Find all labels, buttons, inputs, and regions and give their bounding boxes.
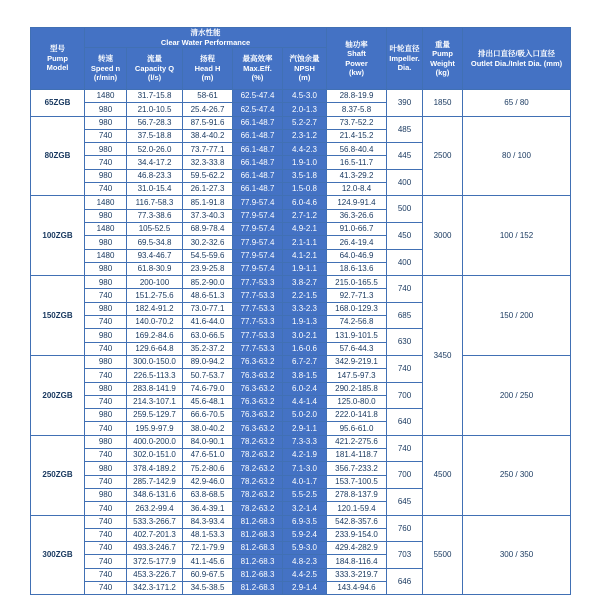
npsh-cell: 7.1-3.0: [283, 462, 327, 475]
max-eff-cell: 77.9-57.4: [233, 262, 283, 275]
outlet-inlet-cell: 100 / 152: [463, 196, 571, 276]
shaft-power-cell: 18.6-13.6: [327, 262, 387, 275]
speed-cell: 740: [85, 289, 127, 302]
head-cell: 38.4-40.2: [183, 129, 233, 142]
max-eff-cell: 77.7-53.3: [233, 302, 283, 315]
npsh-cell: 7.3-3.3: [283, 435, 327, 448]
outlet-inlet-cell: 65 / 80: [463, 90, 571, 117]
header-head: 扬程 Head H (m): [183, 48, 233, 90]
max-eff-cell: 66.1-48.7: [233, 129, 283, 142]
speed-cell: 980: [85, 409, 127, 422]
speed-cell: 740: [85, 528, 127, 541]
npsh-cell: 1.9-1.0: [283, 156, 327, 169]
npsh-cell: 3.0-2.1: [283, 329, 327, 342]
max-eff-cell: 77.9-57.4: [233, 249, 283, 262]
pump-weight-cell: 5500: [423, 515, 463, 595]
npsh-cell: 4.4-2.3: [283, 143, 327, 156]
capacity-cell: 61.8-30.9: [127, 262, 183, 275]
shaft-power-cell: 56.8-40.4: [327, 143, 387, 156]
head-cell: 41.1-45.6: [183, 555, 233, 568]
header-pump-weight: 重量 Pump Weight (kg): [423, 28, 463, 90]
impeller-dia-cell: 703: [387, 542, 423, 569]
pump-spec-table: [30, 27, 571, 595]
npsh-cell: 6.0-4.6: [283, 196, 327, 209]
shaft-power-cell: 91.0-66.7: [327, 222, 387, 235]
max-eff-cell: 66.1-48.7: [233, 156, 283, 169]
header-shaft-power: 轴功率 Shaft Power (kw): [327, 28, 387, 90]
speed-cell: 740: [85, 316, 127, 329]
max-eff-cell: 78.2-63.2: [233, 502, 283, 515]
speed-cell: 740: [85, 183, 127, 196]
max-eff-cell: 77.9-57.4: [233, 209, 283, 222]
impeller-dia-cell: 500: [387, 196, 423, 223]
max-eff-cell: 77.7-53.3: [233, 276, 283, 289]
table-row: [31, 355, 571, 368]
capacity-cell: 259.5-129.7: [127, 409, 183, 422]
head-cell: 60.9-67.5: [183, 568, 233, 581]
speed-cell: 980: [85, 169, 127, 182]
shaft-power-cell: 41.3-29.2: [327, 169, 387, 182]
head-cell: 48.6-51.3: [183, 289, 233, 302]
shaft-power-cell: 233.9-154.0: [327, 528, 387, 541]
npsh-cell: 4.9-2.1: [283, 222, 327, 235]
head-cell: 84.3-93.4: [183, 515, 233, 528]
npsh-cell: 5.0-2.0: [283, 409, 327, 422]
capacity-cell: 151.2-75.6: [127, 289, 183, 302]
max-eff-cell: 76.3-63.2: [233, 395, 283, 408]
capacity-cell: 21.0-10.5: [127, 103, 183, 116]
head-cell: 32.3-33.8: [183, 156, 233, 169]
npsh-cell: 2.9-1.1: [283, 422, 327, 435]
max-eff-cell: 81.2-68.3: [233, 568, 283, 581]
max-eff-cell: 77.7-53.3: [233, 329, 283, 342]
capacity-cell: 285.7-142.9: [127, 475, 183, 488]
header-impeller-dia: 叶轮直径 Impeller. Dia.: [387, 28, 423, 90]
npsh-cell: 4.2-1.9: [283, 449, 327, 462]
header-npsh: 汽蚀余量 NPSH (m): [283, 48, 327, 90]
capacity-cell: 31.0-15.4: [127, 183, 183, 196]
shaft-power-cell: 57.6-44.3: [327, 342, 387, 355]
capacity-cell: 93.4-46.7: [127, 249, 183, 262]
npsh-cell: 2.2-1.5: [283, 289, 327, 302]
outlet-inlet-cell: 150 / 200: [463, 276, 571, 356]
head-cell: 26.1-27.3: [183, 183, 233, 196]
capacity-cell: 52.0-26.0: [127, 143, 183, 156]
speed-cell: 740: [85, 369, 127, 382]
model-cell: 100ZGB: [31, 196, 85, 276]
pump-weight-cell: 3000: [423, 196, 463, 276]
capacity-cell: 46.8-23.3: [127, 169, 183, 182]
head-cell: 73.7-77.1: [183, 143, 233, 156]
impeller-dia-cell: 450: [387, 222, 423, 249]
head-cell: 63.8-68.5: [183, 488, 233, 501]
max-eff-cell: 78.2-63.2: [233, 449, 283, 462]
speed-cell: 980: [85, 462, 127, 475]
speed-cell: 980: [85, 209, 127, 222]
shaft-power-cell: 290.2-185.8: [327, 382, 387, 395]
shaft-power-cell: 184.8-116.4: [327, 555, 387, 568]
outlet-inlet-cell: 200 / 250: [463, 355, 571, 435]
speed-cell: 740: [85, 568, 127, 581]
speed-cell: 980: [85, 488, 127, 501]
shaft-power-cell: 36.3-26.6: [327, 209, 387, 222]
head-cell: 85.2-90.0: [183, 276, 233, 289]
shaft-power-cell: 26.4-19.4: [327, 236, 387, 249]
capacity-cell: 37.5-18.8: [127, 129, 183, 142]
header-group-row: [31, 28, 571, 48]
model-cell: 150ZGB: [31, 276, 85, 356]
capacity-cell: 372.5-177.9: [127, 555, 183, 568]
npsh-cell: 4.4-1.4: [283, 395, 327, 408]
spec-table-body: [31, 90, 571, 595]
speed-cell: 980: [85, 143, 127, 156]
shaft-power-cell: 181.4-118.7: [327, 449, 387, 462]
speed-cell: 740: [85, 342, 127, 355]
head-cell: 66.6-70.5: [183, 409, 233, 422]
header-speed: 转速 Speed n (r/min): [85, 48, 127, 90]
npsh-cell: 2.9-1.4: [283, 581, 327, 594]
capacity-cell: 31.7-15.8: [127, 90, 183, 103]
head-cell: 42.9-46.0: [183, 475, 233, 488]
impeller-dia-cell: 400: [387, 249, 423, 276]
npsh-cell: 4.4-2.5: [283, 568, 327, 581]
model-cell: 80ZGB: [31, 116, 85, 196]
shaft-power-cell: 342.9-219.1: [327, 355, 387, 368]
impeller-dia-cell: 645: [387, 488, 423, 515]
pump-weight-cell: 4500: [423, 435, 463, 515]
outlet-inlet-cell: 300 / 350: [463, 515, 571, 595]
shaft-power-cell: 120.1-59.4: [327, 502, 387, 515]
max-eff-cell: 77.9-57.4: [233, 222, 283, 235]
npsh-cell: 3.5-1.8: [283, 169, 327, 182]
npsh-cell: 4.0-1.7: [283, 475, 327, 488]
impeller-dia-cell: 685: [387, 302, 423, 329]
head-cell: 63.0-66.5: [183, 329, 233, 342]
head-cell: 36.4-39.1: [183, 502, 233, 515]
shaft-power-cell: 429.4-282.9: [327, 542, 387, 555]
shaft-power-cell: 28.8-19.9: [327, 90, 387, 103]
speed-cell: 740: [85, 542, 127, 555]
table-row: [31, 90, 571, 103]
capacity-cell: 195.9-97.9: [127, 422, 183, 435]
shaft-power-cell: 124.9-91.4: [327, 196, 387, 209]
max-eff-cell: 76.3-63.2: [233, 382, 283, 395]
header-capacity: 流量 Capacity Q (l/s): [127, 48, 183, 90]
head-cell: 84.0-90.1: [183, 435, 233, 448]
head-cell: 50.7-53.7: [183, 369, 233, 382]
capacity-cell: 453.3-226.7: [127, 568, 183, 581]
capacity-cell: 400.0-200.0: [127, 435, 183, 448]
shaft-power-cell: 333.3-219.7: [327, 568, 387, 581]
head-cell: 47.6-51.0: [183, 449, 233, 462]
max-eff-cell: 81.2-68.3: [233, 515, 283, 528]
capacity-cell: 169.2-84.6: [127, 329, 183, 342]
npsh-cell: 1.6-0.6: [283, 342, 327, 355]
speed-cell: 740: [85, 502, 127, 515]
speed-cell: 740: [85, 581, 127, 594]
npsh-cell: 2.1-1.1: [283, 236, 327, 249]
impeller-dia-cell: 740: [387, 355, 423, 382]
npsh-cell: 2.3-1.2: [283, 129, 327, 142]
max-eff-cell: 66.1-48.7: [233, 143, 283, 156]
shaft-power-cell: 12.0-8.4: [327, 183, 387, 196]
speed-cell: 1480: [85, 196, 127, 209]
impeller-dia-cell: 445: [387, 143, 423, 170]
speed-cell: 980: [85, 302, 127, 315]
capacity-cell: 129.6-64.8: [127, 342, 183, 355]
max-eff-cell: 76.3-63.2: [233, 369, 283, 382]
table-row: [31, 196, 571, 209]
head-cell: 74.6-79.0: [183, 382, 233, 395]
capacity-cell: 226.5-113.3: [127, 369, 183, 382]
impeller-dia-cell: 485: [387, 116, 423, 143]
capacity-cell: 69.5-34.8: [127, 236, 183, 249]
shaft-power-cell: 73.7-52.2: [327, 116, 387, 129]
pump-weight-cell: 1850: [423, 90, 463, 117]
shaft-power-cell: 542.8-357.6: [327, 515, 387, 528]
impeller-dia-cell: 630: [387, 329, 423, 356]
table-row: [31, 116, 571, 129]
max-eff-cell: 77.9-57.4: [233, 236, 283, 249]
head-cell: 59.5-62.2: [183, 169, 233, 182]
capacity-cell: 402.7-201.3: [127, 528, 183, 541]
shaft-power-cell: 147.5-97.3: [327, 369, 387, 382]
capacity-cell: 56.7-28.3: [127, 116, 183, 129]
shaft-power-cell: 74.2-56.8: [327, 316, 387, 329]
max-eff-cell: 78.2-63.2: [233, 435, 283, 448]
speed-cell: 740: [85, 129, 127, 142]
capacity-cell: 200-100: [127, 276, 183, 289]
outlet-inlet-cell: 250 / 300: [463, 435, 571, 515]
shaft-power-cell: 222.0-141.8: [327, 409, 387, 422]
table-header: [31, 28, 571, 90]
model-cell: 65ZGB: [31, 90, 85, 117]
head-cell: 75.2-80.6: [183, 462, 233, 475]
max-eff-cell: 81.2-68.3: [233, 542, 283, 555]
capacity-cell: 140.0-70.2: [127, 316, 183, 329]
speed-cell: 740: [85, 515, 127, 528]
head-cell: 72.1-79.9: [183, 542, 233, 555]
shaft-power-cell: 278.8-137.9: [327, 488, 387, 501]
max-eff-cell: 66.1-48.7: [233, 169, 283, 182]
shaft-power-cell: 21.4-15.2: [327, 129, 387, 142]
head-cell: 85.1-91.8: [183, 196, 233, 209]
npsh-cell: 2.0-1.3: [283, 103, 327, 116]
max-eff-cell: 78.2-63.2: [233, 488, 283, 501]
impeller-dia-cell: 700: [387, 462, 423, 489]
npsh-cell: 3.8-1.5: [283, 369, 327, 382]
table-row: [31, 515, 571, 528]
impeller-dia-cell: 740: [387, 435, 423, 462]
max-eff-cell: 81.2-68.3: [233, 528, 283, 541]
head-cell: 54.5-59.6: [183, 249, 233, 262]
table-row: [31, 276, 571, 289]
max-eff-cell: 77.7-53.3: [233, 289, 283, 302]
impeller-dia-cell: 640: [387, 409, 423, 436]
impeller-dia-cell: 760: [387, 515, 423, 542]
head-cell: 30.2-32.6: [183, 236, 233, 249]
npsh-cell: 1.9-1.1: [283, 262, 327, 275]
pump-weight-cell: 2500: [423, 116, 463, 196]
npsh-cell: 5.9-3.0: [283, 542, 327, 555]
speed-cell: 1480: [85, 90, 127, 103]
shaft-power-cell: 95.6-61.0: [327, 422, 387, 435]
head-cell: 38.0-40.2: [183, 422, 233, 435]
shaft-power-cell: 16.5-11.7: [327, 156, 387, 169]
capacity-cell: 300.0-150.0: [127, 355, 183, 368]
capacity-cell: 283.8-141.9: [127, 382, 183, 395]
capacity-cell: 182.4-91.2: [127, 302, 183, 315]
npsh-cell: 6.0-2.4: [283, 382, 327, 395]
speed-cell: 980: [85, 382, 127, 395]
max-eff-cell: 62.5-47.4: [233, 90, 283, 103]
head-cell: 35.2-37.2: [183, 342, 233, 355]
head-cell: 89.0-94.2: [183, 355, 233, 368]
head-cell: 41.6-44.0: [183, 316, 233, 329]
impeller-dia-cell: 390: [387, 90, 423, 117]
npsh-cell: 6.7-2.7: [283, 355, 327, 368]
head-cell: 37.3-40.3: [183, 209, 233, 222]
shaft-power-cell: 143.4-94.6: [327, 581, 387, 594]
speed-cell: 740: [85, 156, 127, 169]
speed-cell: 980: [85, 103, 127, 116]
max-eff-cell: 78.2-63.2: [233, 475, 283, 488]
impeller-dia-cell: 646: [387, 568, 423, 595]
npsh-cell: 3.8-2.7: [283, 276, 327, 289]
max-eff-cell: 78.2-63.2: [233, 462, 283, 475]
capacity-cell: 116.7-58.3: [127, 196, 183, 209]
npsh-cell: 2.7-1.2: [283, 209, 327, 222]
max-eff-cell: 77.7-53.3: [233, 316, 283, 329]
shaft-power-cell: 131.9-101.5: [327, 329, 387, 342]
speed-cell: 1480: [85, 249, 127, 262]
speed-cell: 980: [85, 329, 127, 342]
head-cell: 58-61: [183, 90, 233, 103]
npsh-cell: 3.2-1.4: [283, 502, 327, 515]
max-eff-cell: 66.1-48.7: [233, 116, 283, 129]
npsh-cell: 1.5-0.8: [283, 183, 327, 196]
speed-cell: 980: [85, 262, 127, 275]
header-clear-water-performance: 清水性能 Clear Water Performance: [85, 28, 327, 48]
head-cell: 87.5-91.6: [183, 116, 233, 129]
capacity-cell: 77.3-38.6: [127, 209, 183, 222]
speed-cell: 740: [85, 395, 127, 408]
speed-cell: 980: [85, 435, 127, 448]
speed-cell: 740: [85, 449, 127, 462]
npsh-cell: 5.9-2.4: [283, 528, 327, 541]
capacity-cell: 214.3-107.1: [127, 395, 183, 408]
npsh-cell: 4.8-2.3: [283, 555, 327, 568]
max-eff-cell: 76.3-63.2: [233, 409, 283, 422]
impeller-dia-cell: 700: [387, 382, 423, 409]
speed-cell: 740: [85, 555, 127, 568]
npsh-cell: 6.9-3.5: [283, 515, 327, 528]
npsh-cell: 4.1-2.1: [283, 249, 327, 262]
max-eff-cell: 62.5-47.4: [233, 103, 283, 116]
max-eff-cell: 76.3-63.2: [233, 422, 283, 435]
pump-weight-cell: 3450: [423, 276, 463, 436]
npsh-cell: 5.5-2.5: [283, 488, 327, 501]
head-cell: 34.5-38.5: [183, 581, 233, 594]
speed-cell: 980: [85, 116, 127, 129]
header-outlet-inlet: 排出口直径/吸入口直径 Outlet Dia./Inlet Dia. (mm): [463, 28, 571, 90]
max-eff-cell: 77.7-53.3: [233, 342, 283, 355]
max-eff-cell: 66.1-48.7: [233, 183, 283, 196]
header-pump-model: 型号 Pump Model: [31, 28, 85, 90]
max-eff-cell: 81.2-68.3: [233, 581, 283, 594]
shaft-power-cell: 8.37-5.8: [327, 103, 387, 116]
outlet-inlet-cell: 80 / 100: [463, 116, 571, 196]
capacity-cell: 378.4-189.2: [127, 462, 183, 475]
model-cell: 200ZGB: [31, 355, 85, 435]
model-cell: 250ZGB: [31, 435, 85, 515]
table-row: [31, 435, 571, 448]
speed-cell: 740: [85, 422, 127, 435]
speed-cell: 980: [85, 236, 127, 249]
npsh-cell: 4.5-3.0: [283, 90, 327, 103]
shaft-power-cell: 421.2-275.6: [327, 435, 387, 448]
npsh-cell: 3.3-2.3: [283, 302, 327, 315]
capacity-cell: 34.4-17.2: [127, 156, 183, 169]
capacity-cell: 263.2-99.4: [127, 502, 183, 515]
speed-cell: 980: [85, 355, 127, 368]
model-cell: 300ZGB: [31, 515, 85, 595]
head-cell: 48.1-53.3: [183, 528, 233, 541]
header-max-eff: 最高效率 Max.Eff. (%): [233, 48, 283, 90]
max-eff-cell: 77.9-57.4: [233, 196, 283, 209]
shaft-power-cell: 64.0-46.9: [327, 249, 387, 262]
shaft-power-cell: 153.7-100.5: [327, 475, 387, 488]
capacity-cell: 302.0-151.0: [127, 449, 183, 462]
capacity-cell: 348.6-131.6: [127, 488, 183, 501]
head-cell: 45.6-48.1: [183, 395, 233, 408]
head-cell: 25.4-26.7: [183, 103, 233, 116]
speed-cell: 740: [85, 475, 127, 488]
shaft-power-cell: 215.0-165.5: [327, 276, 387, 289]
speed-cell: 980: [85, 276, 127, 289]
impeller-dia-cell: 400: [387, 169, 423, 196]
head-cell: 73.0-77.1: [183, 302, 233, 315]
shaft-power-cell: 356.7-233.2: [327, 462, 387, 475]
head-cell: 23.9-25.8: [183, 262, 233, 275]
max-eff-cell: 76.3-63.2: [233, 355, 283, 368]
npsh-cell: 1.9-1.3: [283, 316, 327, 329]
capacity-cell: 533.3-266.7: [127, 515, 183, 528]
capacity-cell: 493.3-246.7: [127, 542, 183, 555]
impeller-dia-cell: 740: [387, 276, 423, 303]
capacity-cell: 105-52.5: [127, 222, 183, 235]
speed-cell: 1480: [85, 222, 127, 235]
shaft-power-cell: 125.0-80.0: [327, 395, 387, 408]
shaft-power-cell: 168.0-129.3: [327, 302, 387, 315]
shaft-power-cell: 92.7-71.3: [327, 289, 387, 302]
max-eff-cell: 81.2-68.3: [233, 555, 283, 568]
npsh-cell: 5.2-2.7: [283, 116, 327, 129]
head-cell: 68.9-78.4: [183, 222, 233, 235]
capacity-cell: 342.3-171.2: [127, 581, 183, 594]
